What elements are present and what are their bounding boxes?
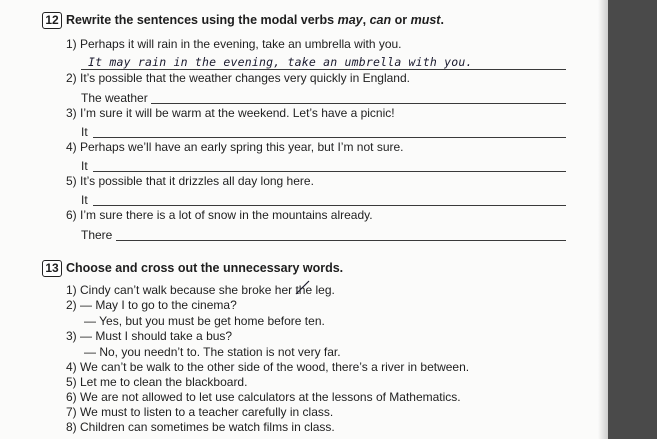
ex12-item-2: 2) It’s possible that the weather changes very quickly in England. (66, 71, 410, 85)
background-edge (608, 0, 657, 439)
answer-line[interactable] (116, 240, 566, 241)
ex13-item-8: 8) Children can sometimes be watch films in class. (66, 420, 335, 434)
exercise-13-instruction: Choose and cross out the unnecessary words. (66, 261, 344, 275)
answer-line[interactable] (93, 137, 566, 138)
instruction-must: must (410, 13, 441, 27)
instruction-may: may (337, 13, 363, 27)
answer-line[interactable] (151, 103, 566, 104)
instruction-or: or (391, 13, 411, 27)
ex12-item-6-start: There (81, 228, 113, 242)
ex12-item-2-start: The weather (81, 91, 148, 105)
ex12-item-4-start: It (81, 159, 88, 173)
ex12-item-3-start: It (81, 125, 88, 139)
ex13-item-2-reply: — Yes, but you must be get home before ten. (84, 314, 325, 328)
exercise-12-number: 12 (42, 12, 62, 29)
ex13-item-5: 5) Let me to clean the blackboard. (66, 375, 248, 389)
exercise-12-instruction (66, 13, 444, 27)
answer-line[interactable] (93, 171, 566, 172)
crossed-out-word-text: the (295, 283, 313, 297)
instruction-can: can (369, 13, 392, 27)
ex12-item-1: 1) Perhaps it will rain in the evening, take an umbrella with you. (66, 37, 402, 51)
exercise-13-number: 13 (42, 260, 62, 277)
ex13-item-1 (66, 283, 335, 297)
instruction-text: Rewrite the sentences using the modal verbs (66, 13, 338, 27)
ex13-item-3: 3) — Must I should take a bus? (66, 329, 233, 343)
ex12-item-4: 4) Perhaps we’ll have an early spring this year, but I’m not sure. (66, 140, 404, 154)
ex12-item-5: 5) It’s possible that it drizzles all day long here. (66, 174, 314, 188)
ex13-item-1-after: leg. (312, 283, 335, 297)
instruction-dot: . (440, 13, 444, 27)
answer-line[interactable] (93, 205, 566, 206)
ex13-item-3-reply: — No, you needn’t to. The station is not very far. (84, 345, 341, 359)
ex13-item-6: 6) We are not allowed to let use calculators at the lessons of Mathematics. (66, 390, 461, 404)
ex13-item-2: 2) — May I to go to the cinema? (66, 298, 237, 312)
instruction-sep: , (362, 13, 370, 27)
answer-line (81, 69, 566, 70)
ex12-item-3: 3) I’m sure it will be warm at the weekend. Let’s have a picnic! (66, 106, 395, 120)
ex13-item-7: 7) We must to listen to a teacher carefully in class. (66, 405, 334, 419)
ex12-item-6: 6) I’m sure there is a lot of snow in the mountains already. (66, 208, 373, 222)
ex12-item-1-handwritten-answer: It may rain in the evening, take an umbrella with you. (88, 55, 473, 69)
ex13-item-1-before: 1) Cindy can’t walk because she broke her (66, 283, 296, 297)
crossed-out-word (295, 283, 312, 297)
ex12-item-5-start: It (81, 193, 88, 207)
ex13-item-4: 4) We can’t be walk to the other side of the wood, there’s a river in between. (66, 360, 470, 374)
